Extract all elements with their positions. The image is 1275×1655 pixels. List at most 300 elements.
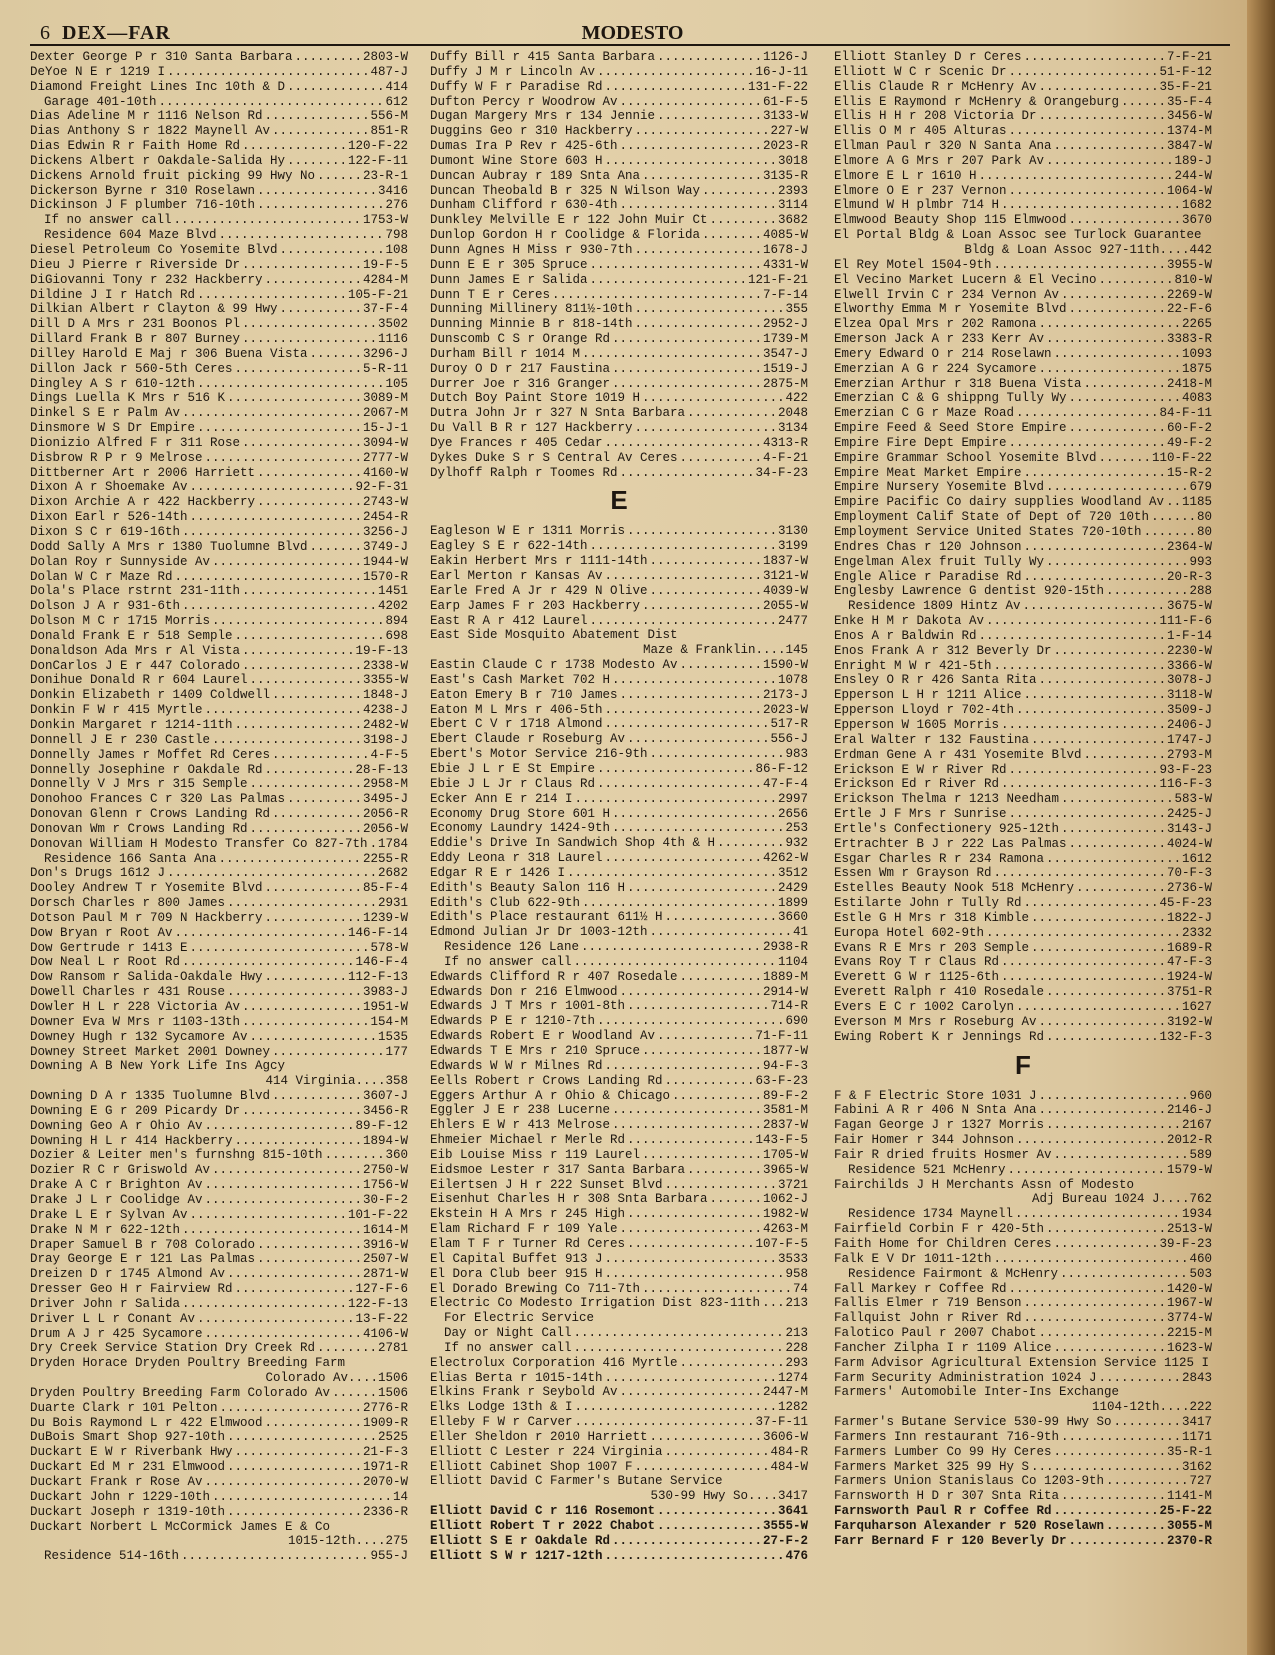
listing-name: Dilkian Albert r Clayton & 99 Hwy bbox=[30, 302, 278, 317]
listing-name: Dickens Arnold fruit picking 99 Hwy No bbox=[30, 168, 316, 183]
phone-number: 3607-J bbox=[362, 1089, 408, 1104]
listing-name: Fabini A R r 406 N Snta Ana bbox=[834, 1103, 1037, 1118]
phone-number: 762 bbox=[1189, 1192, 1212, 1207]
phone-number: 2332 bbox=[1181, 925, 1212, 940]
listing-name: Eller Sheldon r 2010 Harriett bbox=[430, 1429, 648, 1444]
listing-name: Earl Merton r Kansas Av bbox=[430, 569, 603, 583]
sub-listing-entry bbox=[430, 940, 808, 955]
listing-entry bbox=[30, 1252, 408, 1267]
dot-leader-short: .... bbox=[347, 1371, 378, 1386]
phone-number: 132-F-3 bbox=[1159, 1029, 1212, 1044]
listing-name: Englesby Lawrence G dentist 920-15th bbox=[834, 584, 1105, 599]
listing-entry bbox=[430, 732, 808, 747]
phone-number: 122-F-13 bbox=[347, 1296, 408, 1311]
listing-name: Emerzian C & G shippng Tully Wy bbox=[834, 391, 1067, 406]
dot-leader bbox=[612, 1118, 761, 1133]
dot-leader bbox=[265, 881, 361, 896]
listing-name: Drake A C r Brighton Av bbox=[30, 1178, 203, 1193]
listing-name-line: Duckart Norbert L McCormick James E & Co bbox=[30, 1519, 331, 1534]
phone-number: 2776-R bbox=[362, 1400, 408, 1415]
listing-entry bbox=[834, 1371, 1212, 1386]
phone-number: 2364-W bbox=[1166, 539, 1212, 554]
listing-name: Dozier & Leiter men's furnshng 815-10th bbox=[30, 1148, 323, 1163]
listing-entry bbox=[834, 629, 1212, 644]
phone-number: 355 bbox=[785, 302, 808, 317]
listing-entry bbox=[30, 258, 408, 273]
listing-entry bbox=[30, 1475, 408, 1490]
phone-number: 3296-J bbox=[362, 346, 408, 361]
dot-leader bbox=[190, 510, 361, 525]
listing-entry bbox=[430, 1445, 808, 1460]
phone-number: 1-F-14 bbox=[1166, 628, 1212, 643]
dot-leader bbox=[581, 940, 761, 955]
listing-name: Elliott S E r Oakdale Rd bbox=[430, 1533, 611, 1548]
dot-leader bbox=[1024, 540, 1165, 555]
dot-leader bbox=[1016, 1133, 1165, 1148]
phone-number: 3502 bbox=[377, 317, 408, 332]
listing-name: Donnelly James r Moffet Rd Ceres bbox=[30, 747, 271, 762]
phone-number: 1705-W bbox=[762, 1147, 808, 1162]
listing-name: Engelman Alex fruit Tully Wy bbox=[834, 554, 1045, 569]
dot-leader bbox=[657, 1504, 776, 1519]
dot-leader bbox=[295, 50, 361, 65]
listing-name: Edith's Place restaurant 611½ H bbox=[430, 910, 663, 925]
phone-number: 60-F-2 bbox=[1166, 421, 1212, 436]
listing-entry bbox=[430, 243, 808, 258]
dot-leader bbox=[242, 659, 361, 674]
phone-number: 39-F-23 bbox=[1159, 1236, 1212, 1251]
listing-entry bbox=[430, 1103, 808, 1118]
listing-entry bbox=[30, 525, 408, 540]
section-letter-heading: F bbox=[1015, 1049, 1031, 1080]
listing-name: Dillard Frank B r 807 Burney bbox=[30, 332, 241, 347]
phone-number: 2803-W bbox=[362, 50, 408, 64]
dot-leader bbox=[657, 50, 761, 65]
phone-number: 2023-R bbox=[762, 139, 808, 154]
phone-number: 3456-R bbox=[362, 1103, 408, 1118]
listing-name: Erdman Gene A r 431 Yosemite Blvd bbox=[834, 747, 1082, 762]
listing-entry bbox=[30, 837, 408, 852]
listing-entry bbox=[30, 1401, 408, 1416]
phone-number: 1837-W bbox=[762, 554, 808, 569]
phone-number: 71-F-11 bbox=[755, 1029, 808, 1044]
listing-name: Empire Grammar School Yosemite Blvd bbox=[834, 450, 1097, 465]
phone-number: 80 bbox=[1196, 510, 1212, 525]
phone-number: 85-F-4 bbox=[362, 881, 408, 896]
phone-number: 1756-W bbox=[362, 1178, 408, 1193]
listing-name: Dola's Place rstrnt 231-11th bbox=[30, 584, 241, 599]
dot-leader bbox=[635, 1460, 769, 1475]
listing-entry bbox=[834, 644, 1212, 659]
listing-entry bbox=[30, 1119, 408, 1134]
listing-entry bbox=[834, 1015, 1212, 1030]
phone-number: 253 bbox=[785, 821, 808, 836]
dot-leader bbox=[1039, 362, 1180, 377]
dot-leader bbox=[627, 1133, 753, 1148]
listing-entry bbox=[430, 436, 808, 451]
listing-name: Dunn T E r Ceres bbox=[430, 287, 551, 302]
listing-name: Earp James F r 203 Hackberry bbox=[430, 598, 641, 613]
listing-name: Elliott C Lester r 224 Virginia bbox=[430, 1444, 663, 1459]
listing-entry bbox=[30, 332, 408, 347]
listing-address-line bbox=[834, 1192, 1212, 1207]
phone-number: 116-F-3 bbox=[1159, 777, 1212, 792]
phone-number: 3143-J bbox=[1166, 821, 1212, 836]
listing-name: Empire Feed & Seed Store Empire bbox=[834, 421, 1067, 436]
listing-name-line: Farmers' Automobile Inter-Ins Exchange bbox=[834, 1385, 1120, 1400]
listing-entry bbox=[430, 332, 808, 347]
listing-name: Elmund W H plmbr 714 H bbox=[834, 198, 1000, 213]
phone-number: 37-F-11 bbox=[755, 1415, 808, 1430]
listing-name: Evers E C r 1002 Carolyn bbox=[834, 1000, 1015, 1014]
phone-number: 1623-W bbox=[1166, 1340, 1212, 1355]
listing-name: Dunlop Gordon H r Coolidge & Florida bbox=[430, 228, 701, 243]
listing-name: Dowler H L r 228 Victoria Av bbox=[30, 1000, 241, 1014]
dot-leader bbox=[1039, 317, 1180, 332]
listing-entry bbox=[30, 733, 408, 748]
phone-number: 213 bbox=[785, 1326, 808, 1341]
phone-number: 16-J-11 bbox=[755, 64, 808, 79]
listing-entry bbox=[834, 540, 1212, 555]
listing-entry bbox=[430, 451, 808, 466]
phone-number: 1739-M bbox=[762, 332, 808, 347]
dot-leader bbox=[265, 970, 346, 985]
listing-name: Ellis E Raymond r McHenry & Orangeburg bbox=[834, 94, 1120, 109]
phone-number: 2513-W bbox=[1166, 1222, 1212, 1237]
dot-leader bbox=[175, 570, 361, 585]
listing-entry bbox=[834, 1504, 1212, 1519]
phone-number: 35-F-4 bbox=[1166, 94, 1212, 109]
listing-name: Downing Geo A r Ohio Av bbox=[30, 1118, 203, 1133]
phone-number: 34-F-23 bbox=[755, 465, 808, 480]
dot-leader bbox=[620, 1222, 761, 1237]
listing-name: Dotson Paul M r 709 N Hackberry bbox=[30, 910, 263, 925]
listing-name: Farmers Market 325 99 Hy S bbox=[834, 1459, 1030, 1474]
listing-name: Elliott W C r Scenic Dr bbox=[834, 64, 1007, 79]
listing-name: Drake L E r Sylvan Av bbox=[30, 1207, 188, 1222]
listing-entry bbox=[430, 1059, 808, 1074]
dot-leader bbox=[1039, 1015, 1165, 1030]
dot-leader bbox=[190, 480, 354, 495]
listing-entry bbox=[30, 50, 408, 65]
dot-leader bbox=[190, 1208, 346, 1223]
listing-name: Everett Ralph r 410 Rosedale bbox=[834, 985, 1045, 1000]
dot-leader bbox=[1046, 852, 1180, 867]
listing-name: Duffy Bill r 415 Santa Barbara bbox=[430, 50, 656, 64]
phone-number: 19-F-13 bbox=[355, 643, 408, 658]
listing-name: Ebert Claude r Roseburg Av bbox=[430, 732, 626, 747]
dot-leader bbox=[310, 540, 361, 555]
listing-entry bbox=[834, 555, 1212, 570]
listing-name: Dutra John Jr r 327 N Snta Barbara bbox=[430, 406, 686, 421]
listing-entry bbox=[430, 1267, 808, 1282]
dot-leader bbox=[994, 258, 1165, 273]
dot-leader bbox=[227, 985, 361, 1000]
phone-number: 2938-R bbox=[762, 940, 808, 955]
listing-entry bbox=[834, 1445, 1212, 1460]
listing-entry bbox=[834, 1474, 1212, 1489]
phone-number: 7-F-14 bbox=[762, 287, 808, 302]
phone-number: 1848-J bbox=[362, 688, 408, 703]
dot-leader bbox=[605, 703, 761, 718]
phone-number: 93-F-23 bbox=[1159, 762, 1212, 777]
listing-name: Emerzian A G r 224 Sycamore bbox=[834, 361, 1037, 376]
listing-name: Donovan Wm r Crows Landing Rd bbox=[30, 821, 248, 836]
listing-name: If no answer call bbox=[444, 954, 572, 969]
dot-leader bbox=[1009, 1282, 1165, 1297]
phone-number: 2837-W bbox=[762, 1118, 808, 1133]
dot-leader bbox=[1015, 1207, 1180, 1222]
phone-number: 92-F-31 bbox=[355, 480, 408, 495]
phone-number: 1747-J bbox=[1166, 732, 1212, 747]
listing-name: Dryden Poultry Breeding Farm Colorado Av bbox=[30, 1385, 331, 1400]
sub-listing-entry bbox=[430, 1341, 808, 1356]
listing-name: Residence 514-16th bbox=[44, 1549, 180, 1564]
phone-number: 3749-J bbox=[362, 539, 408, 554]
phone-number: 4-F-21 bbox=[762, 450, 808, 465]
listing-name: Estelles Beauty Nook 518 McHenry bbox=[834, 881, 1075, 896]
phone-number: 1689-R bbox=[1166, 940, 1212, 955]
listing-entry bbox=[430, 1192, 808, 1207]
phone-number: 41 bbox=[792, 925, 808, 940]
listing-entry bbox=[834, 1415, 1212, 1430]
dot-leader bbox=[597, 777, 761, 792]
dot-leader bbox=[1061, 1430, 1180, 1445]
listing-name: Farnsworth Paul R r Coffee Rd bbox=[834, 1504, 1052, 1519]
listing-entry bbox=[834, 673, 1212, 688]
phone-number: 49-F-2 bbox=[1166, 435, 1212, 450]
listing-name: Fair R dried fruits Hosmer Av bbox=[834, 1147, 1052, 1162]
phone-number: 7-F-21 bbox=[1166, 50, 1212, 64]
listing-name: Downing H L r 414 Hackberry bbox=[30, 1133, 233, 1148]
listing-entry bbox=[30, 495, 408, 510]
listing-entry bbox=[30, 184, 408, 199]
phone-number: 4160-W bbox=[362, 465, 408, 480]
dot-leader bbox=[212, 555, 361, 570]
listing-entry bbox=[30, 1148, 408, 1163]
listing-name: Emerzian C G r Maze Road bbox=[834, 406, 1015, 421]
listing-name: Evans Roy T r Claus Rd bbox=[834, 955, 1000, 970]
phone-number: 556-M bbox=[370, 109, 408, 124]
listing-name: Ewing Robert K r Jennings Rd bbox=[834, 1029, 1045, 1044]
dot-leader bbox=[280, 302, 361, 317]
listing-entry bbox=[834, 584, 1212, 599]
dot-leader bbox=[650, 925, 791, 940]
phone-number: 1451 bbox=[377, 584, 408, 599]
listing-entry bbox=[834, 1148, 1212, 1163]
listing-name: Duffy J M r Lincoln Av bbox=[430, 64, 596, 79]
phone-number: 3682 bbox=[777, 213, 808, 228]
listing-entry bbox=[30, 970, 408, 985]
listing-entry bbox=[30, 421, 408, 436]
listing-name: Duckart Frank r Rose Av bbox=[30, 1475, 203, 1489]
listing-name: Downing E G r 209 Picardy Dr bbox=[30, 1103, 241, 1118]
dot-leader bbox=[212, 1490, 391, 1505]
listing-name: Downer Eva W Mrs r 1103-13th bbox=[30, 1014, 241, 1029]
phone-number: 1171 bbox=[1181, 1429, 1212, 1444]
phone-number: 275 bbox=[385, 1534, 408, 1549]
listing-entry bbox=[834, 1534, 1212, 1549]
dot-leader bbox=[994, 1252, 1188, 1267]
phone-number: 2875-M bbox=[762, 376, 808, 391]
phone-number: 1612 bbox=[1181, 851, 1212, 866]
listing-entry bbox=[30, 1445, 408, 1460]
dot-leader bbox=[1046, 1222, 1165, 1237]
dot-leader bbox=[370, 837, 376, 852]
phone-number: 121-F-21 bbox=[747, 272, 808, 287]
phone-number: 1420-W bbox=[1166, 1281, 1212, 1296]
dot-leader bbox=[1099, 451, 1150, 466]
phone-number: 4106-W bbox=[362, 1326, 408, 1341]
dot-leader bbox=[1054, 139, 1165, 154]
listing-entry bbox=[430, 1400, 808, 1415]
phone-number: 2336-R bbox=[362, 1504, 408, 1519]
phone-number: 3670 bbox=[1181, 213, 1212, 228]
listing-entry bbox=[834, 124, 1212, 139]
phone-number: 1141-M bbox=[1166, 1489, 1212, 1504]
listing-name: Duckart Ed M r 231 Elmwood bbox=[30, 1460, 226, 1475]
phone-number: 25-F-22 bbox=[1159, 1504, 1212, 1519]
listing-name-line: Fairchilds J H Merchants Assn of Modesto bbox=[834, 1177, 1135, 1192]
listing-entry bbox=[834, 1222, 1212, 1237]
listing-entry bbox=[430, 762, 808, 777]
dot-leader bbox=[242, 258, 361, 273]
phone-number: 4263-M bbox=[762, 1222, 808, 1237]
listing-name: Erickson Thelma r 1213 Needham bbox=[834, 792, 1060, 807]
listing-name: Residence 126 Lane bbox=[444, 940, 580, 955]
dot-leader bbox=[665, 1178, 776, 1193]
listing-entry bbox=[30, 1416, 408, 1431]
dot-leader bbox=[605, 1549, 784, 1564]
listing-entry bbox=[430, 213, 808, 228]
dot-leader bbox=[1009, 184, 1165, 199]
listing-entry bbox=[30, 1163, 408, 1178]
listing-entry bbox=[430, 614, 808, 629]
dot-leader-short: .... bbox=[755, 643, 786, 658]
listing-address-line bbox=[834, 1400, 1212, 1415]
phone-number: 112-F-13 bbox=[347, 970, 408, 985]
phone-number: 2429 bbox=[777, 880, 808, 895]
listing-name: Dilley Harold E Maj r 306 Buena Vista bbox=[30, 346, 308, 361]
phone-number: 3675-W bbox=[1166, 599, 1212, 614]
phone-number: 101-F-22 bbox=[347, 1207, 408, 1222]
listing-entry bbox=[834, 50, 1212, 65]
dot-leader bbox=[227, 391, 361, 406]
listing-entry bbox=[30, 763, 408, 778]
dot-leader bbox=[605, 1267, 784, 1282]
phone-number: 3121-W bbox=[762, 569, 808, 583]
listing-entry bbox=[30, 703, 408, 718]
listing-name: Edwards Don r 216 Elmwood bbox=[430, 984, 618, 999]
listing-name: Ertle's Confectionery 925-12th bbox=[834, 821, 1060, 836]
phone-number: 589 bbox=[1189, 1147, 1212, 1162]
listing-name: Dias Adeline M r 1116 Nelson Rd bbox=[30, 109, 263, 124]
sub-listing-entry bbox=[834, 1207, 1212, 1222]
listing-name: Dry Creek Service Station Dry Creek Rd bbox=[30, 1341, 316, 1356]
listing-name: Esgar Charles R r 234 Ramona bbox=[834, 851, 1045, 866]
listing-entry bbox=[30, 955, 408, 970]
phone-number: 3162 bbox=[1181, 1459, 1212, 1474]
listing-name: Dow Ransom r Salida-Oakdale Hwy bbox=[30, 970, 263, 985]
dot-leader bbox=[1106, 1519, 1165, 1534]
dot-leader bbox=[635, 421, 776, 436]
phone-number: 3256-J bbox=[362, 525, 408, 539]
phone-number: 983 bbox=[785, 747, 808, 762]
listing-name: Enos Frank A r 312 Beverly Dr bbox=[834, 643, 1052, 658]
dot-leader bbox=[620, 1385, 761, 1400]
listing-entry bbox=[430, 362, 808, 377]
listing-name: Elzea Opal Mrs r 202 Ramona bbox=[834, 317, 1037, 332]
listing-name: Day or Night Call bbox=[444, 1326, 572, 1341]
listing-name: Dias Edwin R r Faith Home Rd bbox=[30, 139, 241, 154]
listing-address-line bbox=[430, 643, 808, 658]
listing-name: Ellman Paul r 320 N Santa Ana bbox=[834, 139, 1052, 154]
dot-leader bbox=[574, 1341, 784, 1356]
dot-leader bbox=[552, 288, 761, 303]
phone-number: 2265 bbox=[1181, 317, 1212, 332]
dot-leader bbox=[250, 777, 361, 792]
section-letter-heading: E bbox=[610, 485, 628, 516]
phone-number: 1627 bbox=[1181, 1000, 1212, 1014]
dot-leader bbox=[1046, 154, 1172, 169]
listing-entry bbox=[430, 1415, 808, 1430]
dot-leader bbox=[650, 584, 761, 599]
phone-number: 2406-J bbox=[1166, 717, 1212, 732]
dot-leader bbox=[257, 1238, 361, 1253]
listing-entry bbox=[430, 599, 808, 614]
phone-number: 487-J bbox=[370, 64, 408, 79]
listing-name: El Dorado Brewing Co 711-7th bbox=[430, 1281, 641, 1296]
listing-name: Dray George E r 121 Las Palmas bbox=[30, 1252, 256, 1267]
phone-number: 2871-W bbox=[362, 1267, 408, 1282]
listing-entry bbox=[430, 881, 808, 896]
listing-name: Elliott David C r 116 Rosemont bbox=[430, 1504, 656, 1519]
listing-name: Residence 1734 Maynell bbox=[848, 1207, 1014, 1222]
listing-entry bbox=[430, 124, 808, 139]
listing-entry bbox=[430, 985, 808, 1000]
listing-name-line: Downing A B New York Life Ins Agcy bbox=[30, 1059, 286, 1074]
listing-name-line: East Side Mosquito Abatement Dist bbox=[430, 628, 678, 643]
phone-number: 37-F-4 bbox=[362, 302, 408, 317]
listing-entry bbox=[30, 540, 408, 555]
phone-number: 20-R-3 bbox=[1166, 569, 1212, 584]
phone-number: 1126-J bbox=[762, 50, 808, 64]
listing-entry bbox=[430, 50, 808, 65]
dot-leader bbox=[1009, 436, 1165, 451]
listing-entry bbox=[430, 1356, 808, 1371]
phone-number: 690 bbox=[785, 1014, 808, 1029]
listing-entry bbox=[834, 288, 1212, 303]
listing-name: Donald Frank E r 518 Semple bbox=[30, 628, 233, 643]
listing-entry bbox=[834, 362, 1212, 377]
dot-leader bbox=[167, 866, 376, 881]
listing-name: Residence Fairmont & McHenry bbox=[848, 1266, 1059, 1281]
dot-leader bbox=[197, 288, 346, 303]
listing-name: Faith Home for Children Ceres bbox=[834, 1236, 1052, 1251]
listing-name: Emerson Jack A r 233 Kerr Av bbox=[834, 332, 1045, 347]
listing-entry bbox=[834, 109, 1212, 124]
dot-leader bbox=[680, 970, 761, 985]
phone-number: 727 bbox=[1189, 1474, 1212, 1489]
phone-number: 45-F-23 bbox=[1159, 896, 1212, 911]
listing-name: Elmwood Beauty Shop 115 Elmwood bbox=[834, 213, 1067, 228]
listing-entry bbox=[834, 926, 1212, 941]
phone-number: 993 bbox=[1189, 554, 1212, 569]
dot-leader bbox=[1069, 837, 1165, 852]
dot-leader bbox=[680, 451, 761, 466]
phone-number: 86-F-12 bbox=[755, 761, 808, 776]
listing-name: Employment Service United States 720-10th bbox=[834, 525, 1142, 539]
